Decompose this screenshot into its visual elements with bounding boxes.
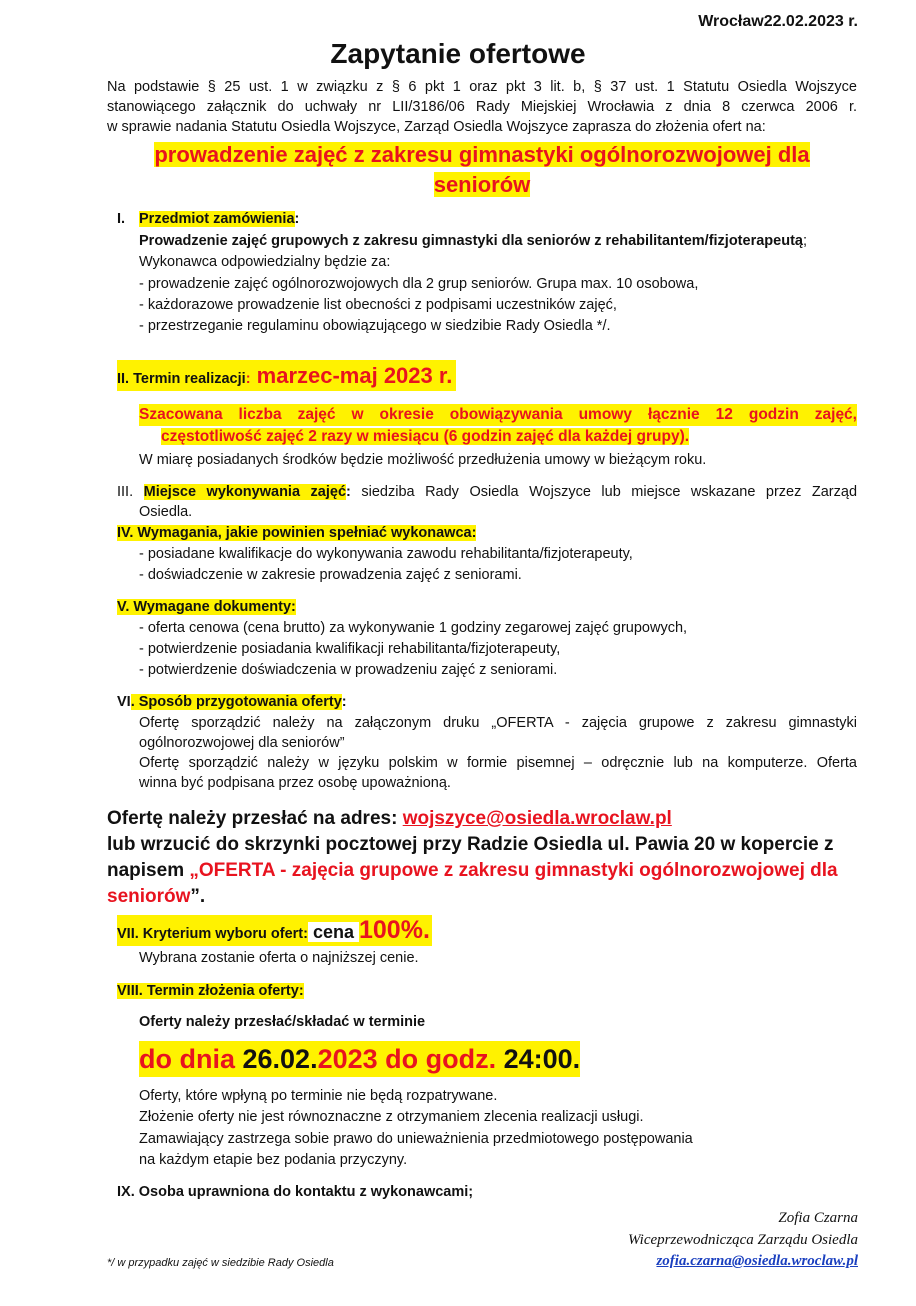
section-9-heading: IX. Osoba uprawniona do kontaktu z wykonawcami;: [117, 1184, 474, 1200]
section-3-text: siedziba Rady Osiedla Wojszyce lub miejsce wskazane przez Zarząd: [361, 484, 858, 500]
signature-name: Zofia Czarna: [778, 1210, 858, 1226]
section-2-note: W miarę posiadanych środków będzie możliwość przedłużenia umowy w bieżącym roku.: [139, 452, 707, 468]
section-4-item: - posiadane kwalifikacje do wykonywania zawodu rehabilitanta/fizjoterapeuty,: [139, 546, 633, 562]
section-4-item: - doświadczenie w zakresie prowadzenia zajęć z seniorami.: [139, 567, 522, 583]
deadline-part-c: 2023 do godz.: [317, 1044, 504, 1074]
send-line-3-prefix: napisem: [107, 860, 190, 881]
offer-email-link[interactable]: wojszyce@osiedla.wroclaw.pl: [402, 808, 672, 829]
section-2-estimate: [139, 404, 857, 448]
section-5-title: V. Wymagane dokumenty:: [117, 599, 296, 615]
signature-role: Wiceprzewodnicząca Zarządu Osiedla: [628, 1232, 858, 1248]
section-6-colon: :: [341, 694, 347, 710]
deadline: [139, 1041, 580, 1077]
intro-paragraph: [107, 77, 857, 137]
section-5-item: - oferta cenowa (cena brutto) za wykonywanie 1 godziny zegarowej zajęć grupowych,: [139, 620, 688, 636]
send-line-2: lub wrzucić do skrzynki pocztowej przy Radzie Osiedla ul. Pawia 20 w kopercie z: [107, 834, 834, 855]
send-block: [107, 806, 838, 910]
section-5-item: - potwierdzenie doświadczenia w prowadzeniu zajęć z seniorami.: [139, 662, 558, 678]
page-title: Zapytanie ofertowe: [330, 38, 586, 69]
section-8-line: na każdym etapie bez podania przyczyny.: [139, 1152, 408, 1168]
section-7-label: VII. Kryterium wyboru ofert: [117, 926, 304, 942]
send-quote-end: ”.: [190, 886, 206, 907]
section-6-p1-line1: Ofertę sporządzić należy na załączonym druku „OFERTA - zajęcia grupowe z zakresu gimnastyki: [139, 715, 857, 731]
section-1-colon: :: [294, 211, 300, 227]
section-6-p1-line2: ogólnorozwojowej dla seniorów”: [139, 735, 345, 751]
section-8-heading: [117, 981, 304, 1001]
section-1-item: - przestrzeganie regulaminu obowiązującego w siedzibie Rady Osiedla */.: [139, 318, 611, 334]
estimate-line-1: Szacowana liczba zajęć w okresie obowiązywania umowy łącznie 12 godzin zajęć,: [139, 404, 857, 426]
section-6-number: VI: [117, 694, 131, 710]
section-1-item: - prowadzenie zajęć ogólnorozwojowych dla 2 grup seniorów. Grupa max. 10 osobowa,: [139, 276, 699, 292]
section-2-period: marzec-maj 2023 r.: [250, 363, 453, 388]
section-6-p2-line1: Ofertę sporządzić należy w języku polskim w formie pisemnej – odręcznie lub na komputerze. Oferta: [139, 755, 857, 771]
section-1-item: - każdorazowe prowadzenie list obecności z podpisami uczestników zajęć,: [139, 297, 617, 313]
intro-line-1: Na podstawie § 25 ust. 1 w związku z § 6 pkt 1 oraz pkt 3 lit. b, § 37 ust. 1 Statutu Osiedla Wojszyce: [107, 79, 857, 95]
section-8-line: Zamawiający zastrzega sobie prawo do unieważnienia przedmiotowego postępowania: [139, 1131, 693, 1147]
section-5-heading: [117, 597, 296, 617]
section-7-colon: :: [303, 926, 308, 942]
estimate-line-2: częstotliwość zajęć 2 razy w miesiącu (6 godzin zajęć dla każdej grupy).: [161, 428, 690, 445]
deadline-time: 24:00.: [503, 1044, 581, 1074]
send-quote-2: seniorów: [107, 886, 191, 907]
section-2-label: II. Termin realizacji: [117, 371, 246, 387]
subject-heading: [0, 140, 916, 200]
section-1-heading: [139, 209, 299, 229]
deadline-date: 26.02.: [242, 1044, 318, 1074]
section-3-text-cont: Osiedla.: [139, 504, 193, 520]
section-8-title: VIII. Termin złożenia oferty:: [117, 983, 304, 999]
intro-line-3: w sprawie nadania Statutu Osiedla Wojszyce, Zarząd Osiedla Wojszyce zaprasza do złożenia ofert na:: [107, 119, 766, 135]
section-1-number: I.: [117, 211, 126, 227]
section-4-title: IV. Wymagania, jakie powinien spełniać wykonawca:: [117, 525, 477, 541]
section-6-title: . Sposób przygotowania oferty: [130, 694, 342, 710]
intro-line-2: stanowiącego załącznik do uchwały nr LII/3186/06 Rady Miejskiej Wrocławia z dnia 8 czerwca 2006 r.: [107, 99, 857, 115]
section-7-note: Wybrana zostanie oferta o najniższej cenie.: [139, 950, 419, 966]
section-2-colon: :: [245, 371, 251, 387]
section-1-semicolon: ;: [802, 233, 807, 249]
section-6-p2-line2: winna być podpisana przez osobę upoważnioną.: [139, 775, 451, 791]
section-8-line: Oferty, które wpłyną po terminie nie będą rozpatrywane.: [139, 1088, 498, 1104]
section-3-number: III.: [117, 484, 134, 500]
section-1-bold-line: [139, 231, 807, 251]
place-date: Wrocław22.02.2023 r.: [698, 13, 858, 30]
signature-email-link[interactable]: zofia.czarna@osiedla.wroclaw.pl: [656, 1253, 858, 1269]
section-3: [117, 482, 857, 522]
section-3-title: Miejsce wykonywania zajęć: [143, 484, 347, 500]
section-1-intro: Wykonawca odpowiedzialny będzie za:: [139, 254, 391, 270]
section-7-percent: 100%.: [359, 916, 430, 944]
section-7-cena: cena: [307, 922, 359, 942]
deadline-part-a: do dnia: [139, 1044, 243, 1074]
footnote: */ w przypadku zajęć w siedzibie Rady Osiedla: [107, 1257, 334, 1269]
section-1-title: Przedmiot zamówienia: [139, 211, 295, 227]
send-prefix: Ofertę należy przesłać na adres:: [107, 808, 403, 829]
section-6-body: [139, 713, 857, 793]
section-5-item: - potwierdzenie posiadania kwalifikacji rehabilitanta/fizjoterapeuty,: [139, 641, 561, 657]
section-3-colon: :: [346, 484, 351, 500]
section-8-line: Złożenie oferty nie jest równoznaczne z otrzymaniem zlecenia realizacji usługi.: [139, 1109, 644, 1125]
section-4-heading: [117, 523, 476, 543]
send-quote-1: „OFERTA - zajęcia grupowe z zakresu gimnastyki ogólnorozwojowej dla: [189, 860, 838, 881]
section-1-service: Prowadzenie zajęć grupowych z zakresu gimnastyki dla seniorów z rehabilitantem/fizjoterapeutą: [139, 233, 803, 249]
section-6-heading: [117, 692, 347, 712]
subject-line-1: prowadzenie zajęć z zakresu gimnastyki ogólnorozwojowej dla: [154, 142, 810, 167]
subject-line-2: seniorów: [433, 172, 531, 197]
section-7-heading: [117, 915, 432, 946]
section-8-sub: Oferty należy przesłać/składać w terminie: [139, 1014, 426, 1030]
section-2-heading: [117, 360, 456, 391]
